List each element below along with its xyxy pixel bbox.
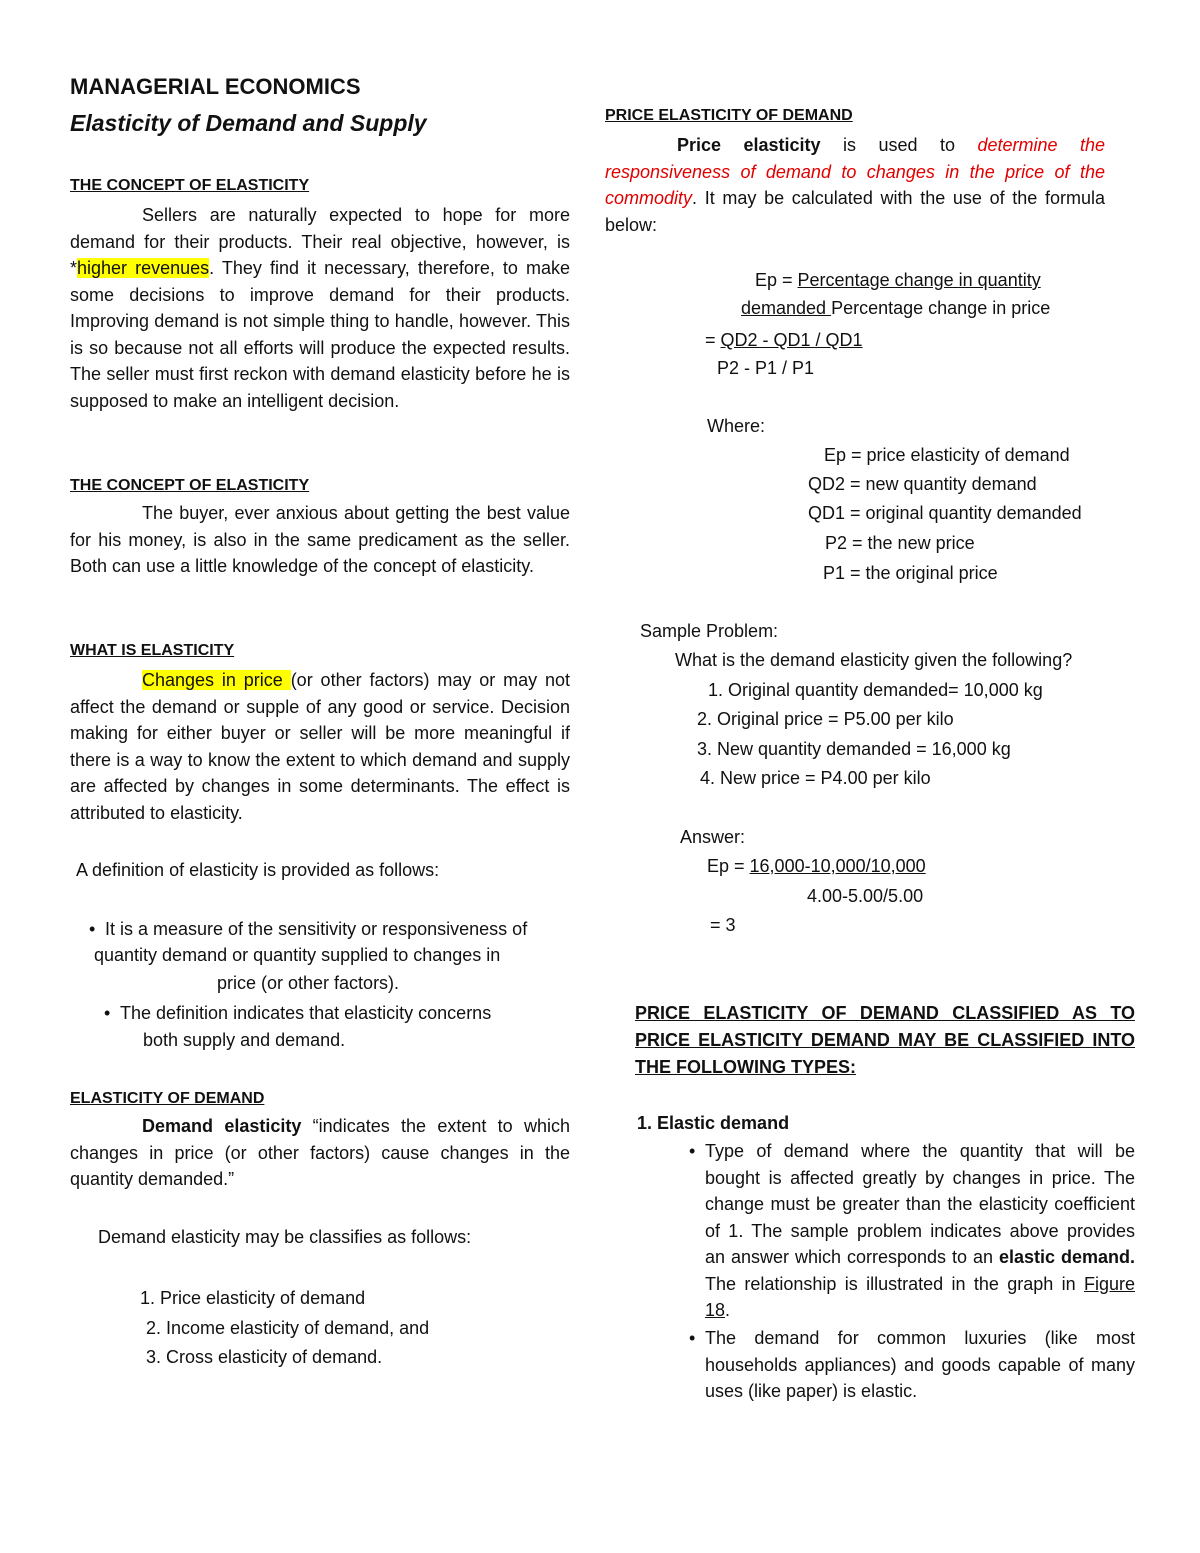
answer-line: Ep = 16,000-10,000/10,000 [707, 856, 926, 876]
definition-line: QD1 = original quantity demanded [808, 503, 1082, 523]
section-heading: PRICE ELASTICITY OF DEMAND CLASSIFIED AS TO PRICE ELASTICITY DEMAND MAY BE CLASSIFIED INTO THE FOLLOWING TYPES: [635, 1003, 1135, 1077]
red-emphasis: determine the responsiveness of demand to changes in the price of the commodity [605, 135, 1105, 208]
figure-link[interactable]: Figure 18 [705, 1273, 1135, 1320]
paragraph: Changes in price (or other factors) may or may not affect the demand or supple of any good or service. Decision making for either buyer or seller will be more meaningful if there is a way to know the extent to which demand and supply are affected by changes in some determinants. The effect is attributed to elasticity. [70, 670, 570, 823]
list-item: 2. Income elasticity of demand, and [146, 1318, 430, 1338]
bullet-item: • The definition indicates that elasticity concerns [120, 1000, 491, 1026]
highlight-text: higher revenues [77, 258, 210, 278]
formula-line: Ep = Percentage change in quantity [755, 270, 1041, 290]
list-item: 1. Price elasticity of demand [140, 1288, 366, 1308]
sample-item: 4. New price = P4.00 per kilo [700, 768, 931, 788]
sample-label: Sample Problem: [640, 621, 779, 641]
list-item: 3. Cross elasticity of demand. [146, 1347, 383, 1367]
section-heading: PRICE ELASTICITY OF DEMAND [605, 107, 853, 124]
definition-line: P2 = the new price [825, 533, 975, 553]
bullet-continuation: both supply and demand. [143, 1030, 346, 1050]
answer-label: Answer: [680, 827, 746, 847]
highlight-text: Changes in price [142, 670, 291, 690]
formula-line: = QD2 - QD1 / QD1 [705, 330, 863, 350]
where-label: Where: [707, 416, 766, 436]
formula-line: demanded Percentage change in price [741, 298, 1051, 318]
definition-intro: A definition of elasticity is provided as follows: [76, 860, 440, 880]
bullet-item: • The demand for common luxuries (like most households appliances) and goods capable of many uses (like paper) is elastic. [705, 1325, 1135, 1405]
formula-line: P2 - P1 / P1 [717, 358, 815, 378]
section-heading: WHAT IS ELASTICITY [70, 642, 235, 659]
doc-subtitle: Elasticity of Demand and Supply [70, 110, 427, 136]
sample-item: 1. Original quantity demanded= 10,000 kg [708, 680, 1043, 700]
answer-line: = 3 [710, 915, 736, 935]
section-heading: THE CONCEPT OF ELASTICITY [70, 477, 310, 494]
definition-line: Ep = price elasticity of demand [824, 445, 1070, 465]
paragraph: Demand elasticity “indicates the extent to which changes in price (or other factors) cause changes in the quantity demanded.” [70, 1116, 571, 1189]
paragraph: Sellers are naturally expected to hope for more demand for their products. Their real objective, however, is *higher revenues. They find it necessary, therefore, to make some decisions to improve demand for their products. Improving demand is not simple thing to handle, however. This is so because not all efforts will produce the expected results. The seller must first reckon with demand elasticity before he is supposed to make an intelligent decision. [70, 205, 570, 411]
sample-question: What is the demand elasticity given the following? [675, 650, 1073, 670]
bullet-continuation: quantity demand or quantity supplied to changes in [94, 945, 501, 965]
paragraph: Price elasticity is used to determine the responsiveness of demand to changes in the price of the commodity. It may be calculated with the use of the formula below: [605, 135, 1105, 235]
bullet-item: • It is a measure of the sensitivity or responsiveness of [105, 916, 527, 942]
classify-intro: Demand elasticity may be classifies as follows: [98, 1227, 472, 1247]
section-heading: ELASTICITY OF DEMAND [70, 1090, 265, 1107]
answer-line: 4.00-5.00/5.00 [807, 886, 924, 906]
sample-item: 3. New quantity demanded = 16,000 kg [697, 739, 1011, 759]
paragraph: The buyer, ever anxious about getting the best value for his money, is also in the same predicament as the seller. Both can use a little knowledge of the concept of elasticity. [70, 503, 570, 576]
type-heading: 1. Elastic demand [637, 1113, 790, 1133]
section-heading: THE CONCEPT OF ELASTICITY [70, 177, 310, 194]
bullet-item: • Type of demand where the quantity that will be bought is affected greatly by changes in price. The change must be greater than the elasticity coefficient of 1. The sample problem indicates above provides an answer which corresponds to an elastic demand. The relationship is illustrated in the graph in Figure 18. [705, 1138, 1135, 1324]
definition-line: QD2 = new quantity demand [808, 474, 1037, 494]
sample-item: 2. Original price = P5.00 per kilo [697, 709, 954, 729]
definition-line: P1 = the original price [823, 563, 998, 583]
bullet-continuation: price (or other factors). [217, 973, 400, 993]
doc-title: MANAGERIAL ECONOMICS [70, 74, 361, 99]
